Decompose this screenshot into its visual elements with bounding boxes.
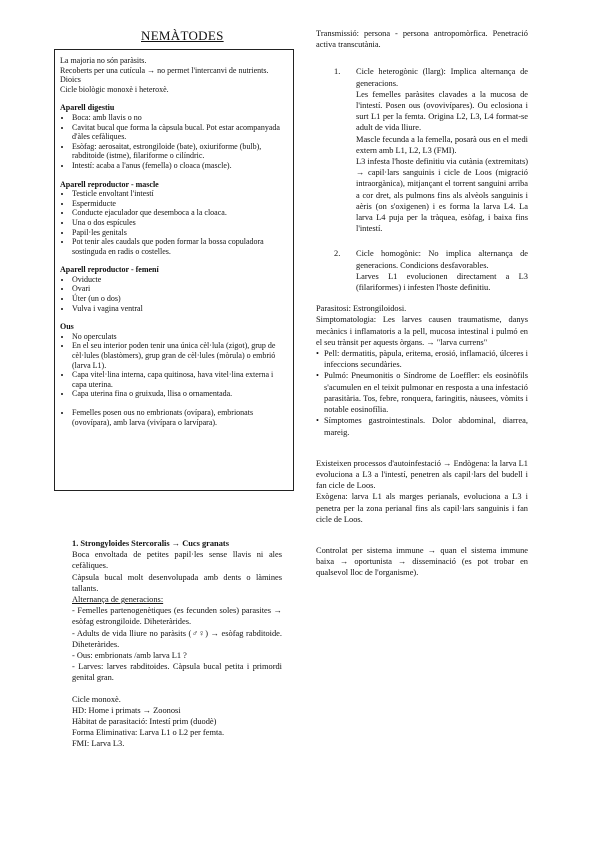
section-heading: Aparell digestiu: [60, 103, 115, 113]
cycle-line: Les femelles paràsites clavades a la mucosa de l'intestí. Posen ous (ovovivípares). Ou eclosiona i surt L1 per la femta. Origina L2, L3, L4 format-se adult de vida lliure.: [356, 89, 528, 133]
cycle-number: 1.: [334, 67, 341, 77]
cycle-line: Larves L1 evolucionen directament a L3 (filariformes) i infesten l'hoste definitiu.: [356, 271, 528, 293]
list-item: • Conducte ejaculador que desemboca a la cloaca.: [72, 208, 289, 218]
intro-line: Cicle biològic monoxè i heteroxè.: [60, 84, 169, 94]
list-item: • Capa uterina fina o gruixuda, llisa o ornamentada.: [72, 389, 289, 399]
text-line: - Femelles partenogenètiques (es fecunden soles) parasites → esòfag estrongiloide. Diheteràrides.: [72, 606, 282, 627]
list-item: • No operculats: [72, 332, 289, 342]
cycle-homogonic: [316, 248, 528, 293]
left-column: [72, 538, 282, 750]
femeni-list: [60, 275, 289, 313]
list-item: • Pot tenir ales caudals que poden formar la bossa copuladora sostinguda en radis o costelles.: [72, 237, 289, 256]
section-heading: Aparell reproductor - femení: [60, 265, 159, 275]
parasitosi-text: Parasitosi: Estrongiloidosi.: [316, 304, 407, 314]
summary-box: [54, 49, 294, 491]
digestiu-list: [60, 113, 289, 171]
text-line: HD: Home i primats → Zoonosi: [72, 705, 181, 715]
cycle-number: 2.: [334, 249, 341, 259]
list-item: • Testicle envoltant l'intestí: [72, 189, 289, 199]
list-item: • Ovari: [72, 284, 289, 294]
intro-line: Dioics: [60, 75, 81, 85]
intro-line: La majoria no són paràsits.: [60, 56, 147, 65]
list-item: • Espermiducte: [72, 199, 289, 209]
symptom-item: • Pell: dermatitis, pàpula, eritema, erosió, inflamació, úlceres i infeccions secundàries.: [316, 349, 528, 370]
cycle-line: L3 infesta l'hoste definitiu via cutània (extremitats) → capil·lars sanguinis i cicle de Loos (migració intraorgànica), mitjançant el torrent sanguini arriba a cor dret, als pulmons fins als alvèols sanguinis i aèris (on s'oxigenen) i es forma la larva L4. La larva L4 puja per la tràquea, esòfag, i baixa fins l'intestí.: [356, 157, 528, 234]
list-item: • Vulva i vagina ventral: [72, 304, 289, 314]
list-item: • Boca: amb llavis o no: [72, 113, 289, 123]
text-line: Forma Eliminativa: Larva L1 o L2 per femta.: [72, 728, 225, 738]
text-line: Alternança de generacions:: [72, 595, 164, 605]
list-item: • En el seu interior poden tenir una única cèl·lula (zigot), grup de cèl·lules (blastòmers), grup gran de cèl·lules (mòrula) o embrió (larva L1).: [72, 341, 289, 370]
list-item: • Intestí: acaba a l'anus (femella) o cloaca (mascle).: [72, 161, 289, 171]
list-item: • Femelles posen ous no embrionats (ovípara), embrionats (ovovípara), amb larva (vivípara o larvípara).: [72, 408, 289, 427]
cycle-line: Mascle fecunda a la femella, posarà ous en el medi extern amb L1, L2, L3 (FMI).: [356, 134, 528, 155]
immune-text: Controlat per sistema immune → quan el sistema immune baixa → oportunista → disseminació (es pot trobar en qualsevol lloc de l'organisme).: [316, 545, 528, 578]
cycle-label: Cicle heterogònic (llarg): Implica alternança de generacions.: [356, 67, 528, 88]
text-line: - Larves: larves rabditoides. Càpsula bucal petita i primordi genital gran.: [72, 662, 282, 683]
symptom-item: • Pulmó: Pneumonitis o Síndrome de Loeffler: els eosinòfils s'acumulen en el teixit pulmonar en resposta a una infestació parasitària. Tos, febre, ronquera, faringitis, nàusees, vòmits i notable eosinofília.: [316, 371, 528, 415]
cycle-label: Cicle homogònic: No implica alternança de generacions. Condicions desfavorables.: [356, 249, 528, 270]
text-line: Boca envoltada de petites papil·les sense llavis ni ales cefàliques.: [72, 550, 282, 571]
symptom-item: • Símptomes gastrointestinals. Dolor abdominal, diarrea, mareig.: [316, 416, 528, 437]
text-line: Càpsula bucal molt desenvolupada amb dents o làmines tallants.: [72, 572, 282, 593]
autoinfestacio-text: Existeixen processos d'autoinfestació → Endògena: la larva L1 evoluciona a L3 a l'intestí, penetren als capil·lars del budell i fan cicle de Loos.: [316, 458, 528, 491]
mascle-list: [60, 189, 289, 256]
cycle-heterogonic: [316, 66, 528, 234]
section-heading: Ous: [60, 322, 74, 332]
transmissio-text: Transmissió: persona - persona antropomòrfica. Penetració activa transcutània.: [316, 29, 528, 50]
section-heading: Aparell reproductor - mascle: [60, 179, 159, 189]
list-item: • Una o dos espícules: [72, 218, 289, 228]
list-item: • Oviducte: [72, 275, 289, 285]
text-line: - Ous: embrionats /amb larva L1 ?: [72, 651, 187, 661]
intro-line: Recoberts per una cutícula → no permet l'intercanvi de nutrients.: [60, 65, 269, 75]
species-heading: 1. Strongyloides Stercoralis → Cucs granats: [72, 539, 229, 548]
ous-list: [60, 332, 289, 427]
list-item: • Esòfag: aerosaitat, estrongiloide (bate), oxiuriforme (bulb), rabditoide (istme), filariforme o cilíndric.: [72, 142, 289, 161]
autoinfestacio-text: Exògena: larva L1 als marges perianals, evoluciona a L3 i penetra per la zona perianal fins als capil·lars sanguinis i fan cicle de Loos.: [316, 492, 528, 524]
right-column: [316, 28, 528, 579]
text-line: - Adults de vida lliure no paràsits (♂♀) → esòfag rabditoide. Diheteràrides.: [72, 628, 282, 649]
list-item: • Papil·les genitals: [72, 228, 289, 238]
simptomatologia-text: Simptomatologia: Les larves causen traumatisme, danys mecànics i inflamatoris a la pell, mucosa intestinal i pulmó en el seu trànsit per aquests òrgans. → "larva currens": [316, 315, 528, 347]
list-item: • Capa vitel·lina interna, capa quitinosa, hava vitel·lina externa i capa uterina.: [72, 370, 289, 389]
text-line: FMI: Larva L3.: [72, 739, 125, 749]
text-line: Cicle monoxè.: [72, 694, 121, 704]
list-item: • Cavitat bucal que forma la càpsula bucal. Pot estar acompanyada d'àles cefàliques.: [72, 123, 289, 142]
text-line: Hàbitat de parasitació: Intestí prim (duodè): [72, 717, 217, 727]
list-item: • Úter (un o dos): [72, 294, 289, 304]
page-title: NEMÀTODES: [141, 28, 224, 43]
